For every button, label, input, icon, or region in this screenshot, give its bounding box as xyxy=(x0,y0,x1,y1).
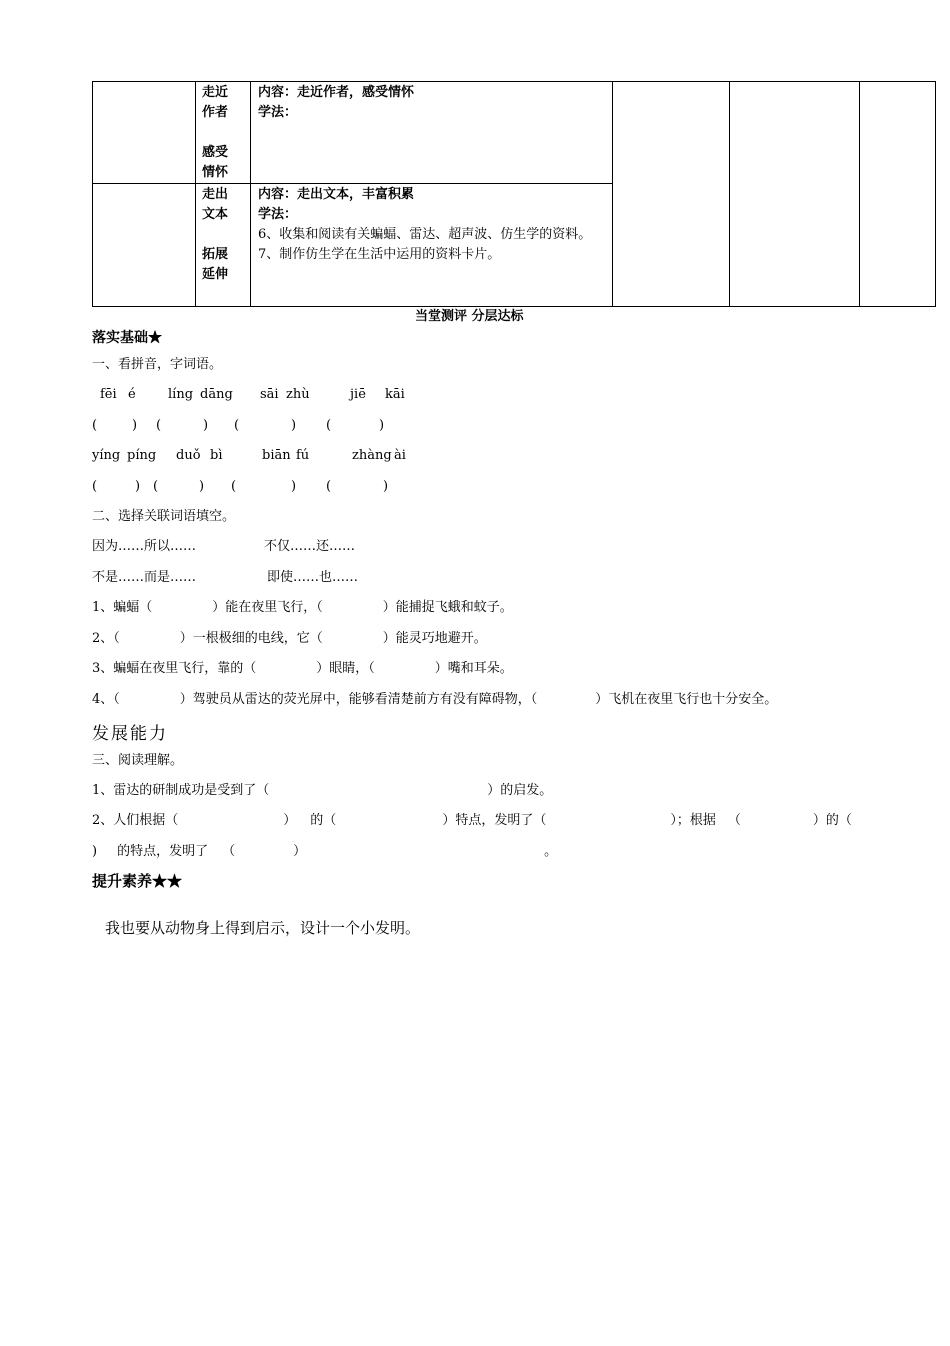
answer-blanks-1: ( ) ( ) ( ) ( ) xyxy=(92,418,385,433)
stage-cell: 走近 作者 感受 情怀 xyxy=(196,82,251,184)
pinyin-row-2: yíng píng duǒ bì biān fú zhàng ài xyxy=(92,448,406,463)
table-cell-empty xyxy=(93,82,196,184)
content-title: 内容：走出文本，丰富积累 xyxy=(258,187,415,202)
improve-heading: 提升素养★★ xyxy=(92,872,183,890)
list-item: 7、制作仿生学在生活中运用的资料卡片。 xyxy=(258,247,501,262)
content-cell xyxy=(251,184,613,307)
sentence-2: 2、（ ）一根极细的电线，它（ ）能灵巧地避开。 xyxy=(92,631,487,646)
conjunction-option: 因为……所以…… xyxy=(92,539,197,554)
lesson-plan-table xyxy=(92,81,936,307)
table-row xyxy=(93,82,936,184)
question-3: 三、阅读理解。 xyxy=(92,753,184,768)
sentence-1: 1、蝙蝠（ ）能在夜里飞行，（ ）能捕捉飞蛾和蚊子。 xyxy=(92,600,513,615)
table-cell-empty xyxy=(860,82,936,307)
method-label: 学法： xyxy=(258,207,298,222)
table-cell-empty xyxy=(93,184,196,307)
conjunction-option: 不是……而是…… xyxy=(92,570,197,585)
develop-heading: 发展能力 xyxy=(92,724,168,744)
sentence-4: 4、（ ）驾驶员从雷达的荧光屏中，能够看清楚前方有没有障碍物，（ ）飞机在夜里飞行也十分安全。 xyxy=(92,692,778,707)
sentence-3: 3、蝙蝠在夜里飞行，靠的（ ）眼睛，（ ）嘴和耳朵。 xyxy=(92,661,513,676)
stage-cell: 走出 文本 拓展 延伸 xyxy=(196,184,251,307)
answer-blanks-2: ( ) ( ) ( ) ( ) xyxy=(92,479,389,494)
content-title: 内容：走近作者，感受情怀 xyxy=(258,85,415,100)
conjunction-option: 即使……也…… xyxy=(267,570,359,585)
pinyin-row-1: fēi é líng dāng sāi zhù jiē kāi xyxy=(100,387,405,402)
table-cell-empty xyxy=(613,82,730,307)
content-cell xyxy=(251,82,613,184)
conjunction-option: 不仅……还…… xyxy=(264,539,356,554)
reading-question-1: 1、雷达的研制成功是受到了（ ）的启发。 xyxy=(92,783,553,798)
table-cell-empty xyxy=(730,82,860,307)
reading-question-2-continued: ) 的特点，发明了 （ ） 。 xyxy=(92,844,558,859)
invention-task: 我也要从动物身上得到启示，设计一个小发明。 xyxy=(105,919,421,937)
section-title: 当堂测评 分层达标 xyxy=(415,309,524,324)
list-item: 6、收集和阅读有关蝙蝠、雷达、超声波、仿生学的资料。 xyxy=(258,227,592,242)
question-2: 二、选择关联词语填空。 xyxy=(92,509,236,524)
reading-question-2: 2、人们根据（ ） 的（ ）特点，发明了（ ）；根据 （ ）的（ xyxy=(92,813,852,828)
question-1: 一、看拼音，字词语。 xyxy=(92,357,223,372)
basic-heading: 落实基础★ xyxy=(92,330,162,346)
method-label: 学法： xyxy=(258,105,298,120)
